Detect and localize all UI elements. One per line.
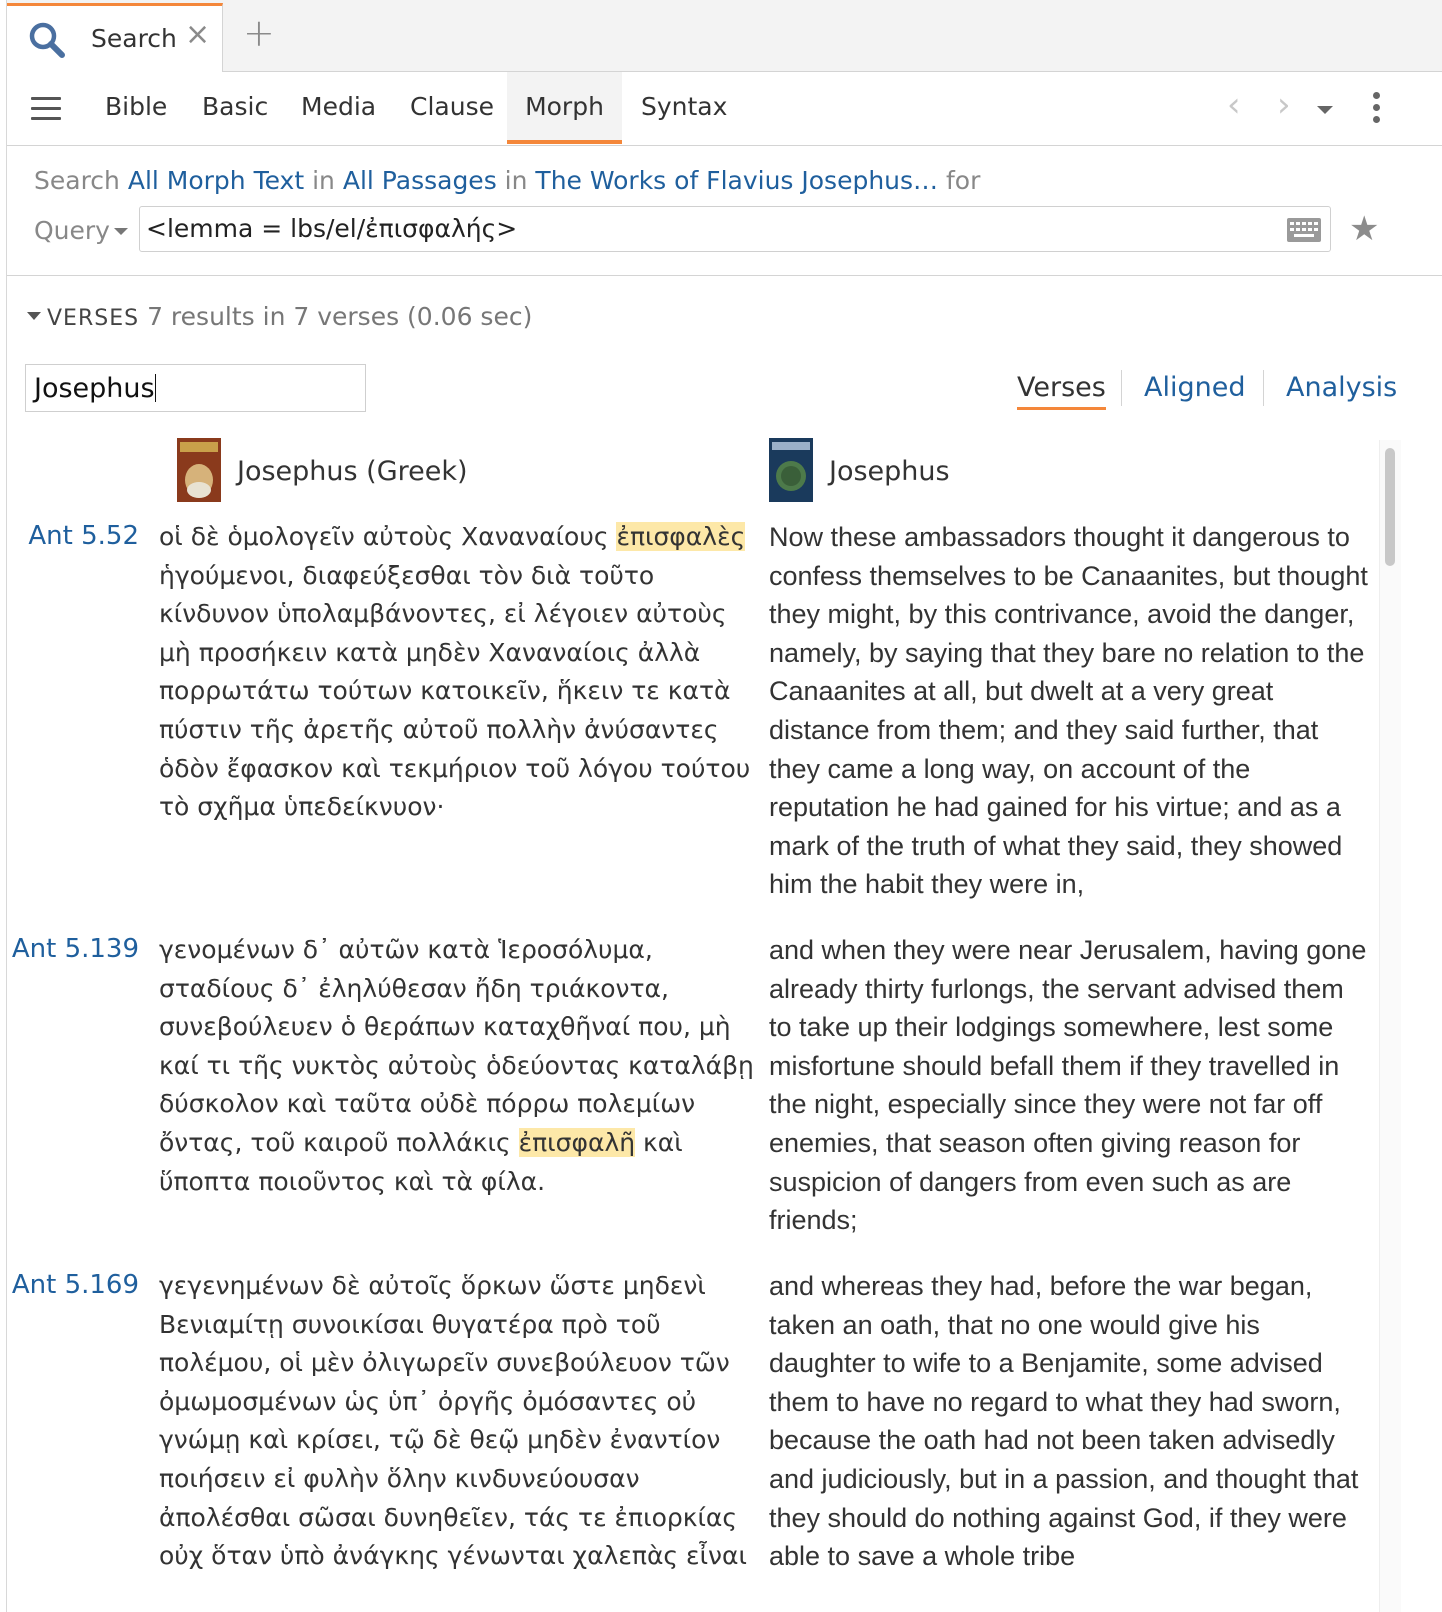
tab-search-label: Search xyxy=(91,24,177,53)
filter-input[interactable] xyxy=(25,364,366,412)
view-tab-analysis[interactable]: Analysis xyxy=(1286,372,1398,403)
tab-search[interactable] xyxy=(7,3,223,73)
scrollbar-thumb[interactable] xyxy=(1385,448,1395,566)
english-text: and when they were near Jerusalem, having gone already thirty furlongs, the servant advised them to take up their lodgings somewhere, lest some misfortune should befall them if they travelled in the night, especially since they were not far off enemies, that season often giving reason for suspicion of dangers from even such as are friends; xyxy=(769,935,1367,1236)
query-input-value[interactable]: <lemma = lbs/el/ἐπισφαλής> xyxy=(146,214,518,243)
book-cover-icon[interactable] xyxy=(769,438,813,502)
verse-reference-link[interactable]: Ant 5.52 xyxy=(28,521,139,551)
search-hit[interactable]: ἐπισφαλὲς xyxy=(616,522,746,551)
new-tab-button[interactable]: + xyxy=(243,11,275,55)
query-type-dropdown[interactable]: Query xyxy=(34,216,110,245)
more-options-icon[interactable] xyxy=(1373,92,1381,128)
greek-text: γενομένων δ᾽ αὐτῶν κατὰ Ἱεροσόλυμα, σταδίους δ᾽ ἐληλύθεσαν ἤδη τριάκοντα, συνεβούλευεν ὁ θεράπων καταχθῆναί που, μὴ καί τι τῆς νυκτὸς αὐτοὺς ὁδεύοντας καταλάβῃ δύσκολον καὶ ταῦτα οὐδὲ πόρρω πολεμίων ὄντας, τοῦ καιροῦ πολλάκις ἐπισφαλῆ καὶ ὕποπτα ποιοῦντος καὶ τὰ φίλα. xyxy=(159,935,754,1196)
section-label: VERSES xyxy=(47,306,140,331)
resource-selector-link[interactable]: The Works of Flavius Josephus… xyxy=(535,166,939,195)
view-tab-aligned[interactable]: Aligned xyxy=(1144,372,1246,403)
book-title-left: Josephus (Greek) xyxy=(237,456,468,487)
english-text: and whereas they had, before the war began, taken an oath, that no one would give his daughter to wife to a Benjamite, some advised them to have no regard to what they had sworn, because the oath had not been taken advisedly and judiciously, but in a passion, and thought that they should do nothing against God, if they were able to save a whole tribe xyxy=(769,1271,1359,1572)
tab-syntax[interactable]: Syntax xyxy=(641,92,728,121)
collapse-triangle-icon[interactable] xyxy=(27,312,41,320)
divider xyxy=(1121,370,1122,406)
for-word: for xyxy=(946,166,981,195)
keyboard-icon[interactable] xyxy=(1286,217,1322,247)
search-type-bar xyxy=(7,72,1442,146)
in-word: in xyxy=(312,166,335,195)
greek-text: γεγενημένων δὲ αὐτοῖς ὅρκων ὥστε μηδενὶ Βενιαμίτῃ συνοικίσαι θυγατέρα πρὸ τοῦ πολέμου, οἱ μὲν ὀλιγωρεῖν συνεβούλευον τῶν ὀμωμοσμένων ὡς ὑπ᾽ ὀργῆς ὀμόσαντες οὐ γνώμῃ καὶ κρίσει, τῷ δὲ θεῷ μηδὲν ἐναντίον ποιήσειν εἰ φυλὴν ὅλην κινδυνεύουσαν ἀπολέσθαι σῶσαι δυνηθεῖεν, τάς τε ἐπιορκίας οὐχ ὅταν ὑπὸ ἀνάγκης γένωνται χαλεπὰς εἶναι xyxy=(159,1271,747,1571)
divider xyxy=(1263,370,1264,406)
verse-reference-link[interactable]: Ant 5.169 xyxy=(11,1270,139,1300)
menu-icon[interactable] xyxy=(31,97,61,121)
search-criteria-panel xyxy=(7,146,1442,276)
back-arrow-icon[interactable]: ‹ xyxy=(1227,85,1241,125)
search-panel-window xyxy=(6,0,1442,1612)
history-dropdown-icon[interactable] xyxy=(1317,106,1333,114)
results-section-header[interactable] xyxy=(27,302,532,331)
query-input[interactable] xyxy=(139,206,1331,252)
verse-reference-link[interactable]: Ant 5.139 xyxy=(11,934,139,964)
vertical-scrollbar[interactable] xyxy=(1379,440,1401,1612)
search-hit[interactable]: ἐπισφαλῆ xyxy=(518,1127,636,1157)
in-word-2: in xyxy=(504,166,528,195)
tab-morph[interactable]: Morph xyxy=(507,72,622,144)
tab-basic[interactable]: Basic xyxy=(202,92,269,121)
greek-text: οἱ δὲ ὁμολογεῖν αὐτοὺς Χαναναίους ἐπισφαλὲς ἡγούμενοι, διαφεύξεσθαι τὸν διὰ τοῦτο κίνδυνον ὑπολαμβάνοντες, εἰ λέγοιεν αὐτοὺς μὴ προσήκειν κατὰ μηδὲν Χαναναίοις ἀλλὰ πορρωτάτω τούτων κατοικεῖν, ἥκειν τε κατὰ πύστιν τῆς ἀρετῆς αὐτοῦ πολλὴν ἀνύσαντες ὁδὸν ἔφασκον καὶ τεκμήριον τοῦ λόγου τούτου τὸ σχῆμα ὑπεδείκνυον· xyxy=(159,522,751,822)
forward-arrow-icon[interactable]: › xyxy=(1277,85,1291,125)
search-icon xyxy=(27,20,67,64)
filter-input-value[interactable]: Josephus xyxy=(34,373,155,404)
view-tab-verses[interactable]: Verses xyxy=(1017,372,1106,410)
search-criteria-line xyxy=(34,166,980,195)
book-title-right: Josephus xyxy=(829,456,950,487)
book-cover-icon[interactable] xyxy=(177,438,221,502)
close-tab-icon[interactable]: × xyxy=(185,17,211,52)
search-word: Search xyxy=(34,166,120,195)
star-icon[interactable]: ★ xyxy=(1349,209,1380,249)
tab-media[interactable]: Media xyxy=(301,92,377,121)
tab-clause[interactable]: Clause xyxy=(410,92,494,121)
results-summary: 7 results in 7 verses (0.06 sec) xyxy=(147,302,533,331)
range-selector-link[interactable]: All Passages xyxy=(342,166,497,195)
chevron-down-icon[interactable] xyxy=(114,228,128,235)
tab-bible[interactable]: Bible xyxy=(105,92,168,121)
tab-strip xyxy=(7,0,1442,72)
field-selector-link[interactable]: All Morph Text xyxy=(127,166,305,195)
english-text: Now these ambassadors thought it dangerous to confess themselves to be Canaanites, but thought they might, by this contrivance, avoid the danger, namely, by saying that they bare no relation to the Canaanites at all, but dwelt at a very great distance from them; and they said further, that they came a long way, on account of the reputation he had gained for his virtue; and as a mark of the truth of what they said, they showed him the habit they were in, xyxy=(769,522,1368,900)
